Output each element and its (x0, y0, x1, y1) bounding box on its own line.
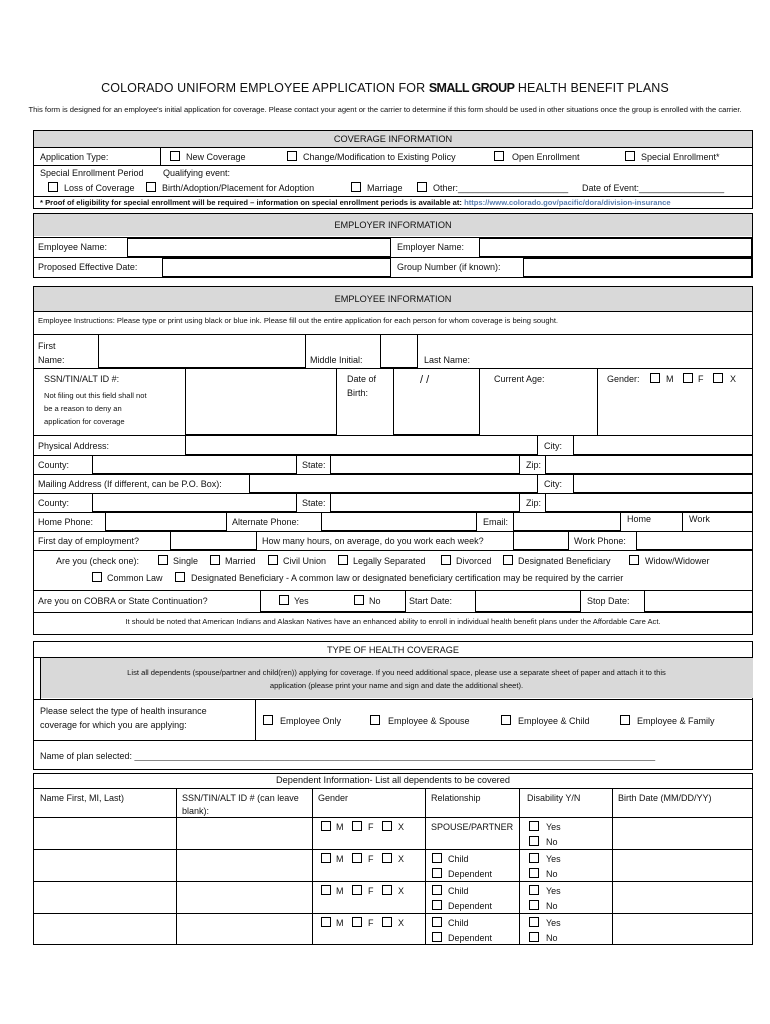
dep1-m-checkbox[interactable] (321, 821, 331, 831)
middle-initial-label: Middle Initial: (310, 355, 363, 365)
dependents-note-band (40, 658, 753, 698)
county-input[interactable] (92, 455, 297, 474)
dependents-note: List all dependents (spouse/partner and child(ren)) applying for coverage. If you need additional space, please use a separate sheet of paper and attach it to this (127, 668, 666, 677)
ssn-note: application for coverage (44, 417, 125, 426)
col-name-header: Name First, MI, Last) (40, 793, 125, 803)
widow-label: Widow/Widower (645, 556, 710, 566)
ssn-note: Not filing out this field shall not (44, 391, 147, 400)
employee-only-label: Employee Only (280, 716, 342, 726)
f-label: F (368, 822, 374, 832)
m-label: M (336, 886, 344, 896)
employer-name-input[interactable] (479, 238, 752, 257)
employee-family-label: Employee & Family (637, 716, 715, 726)
title-part: HEALTH BENEFIT PLANS (514, 81, 669, 95)
gender-f-label: F (698, 374, 704, 384)
x-label: X (398, 822, 405, 832)
state-label: State: (302, 460, 326, 470)
designated-beneficiary-label: Designated Beneficiary (518, 556, 611, 566)
open-enrollment-checkbox[interactable] (494, 151, 504, 161)
marital-status-label: Are you (check one): (56, 556, 140, 566)
proof-note (40, 198, 756, 207)
sep-label: Special Enrollment Period (40, 168, 144, 178)
start-date-label: Start Date: (409, 596, 453, 606)
col-birth-header: Birth Date (MM/DD/YY) (618, 793, 712, 803)
coverage-header: COVERAGE INFORMATION (34, 131, 752, 147)
change-label: Change/Modification to Existing Policy (303, 152, 456, 162)
ssn-note: be a reason to deny an (44, 404, 122, 413)
no-label: No (546, 901, 558, 911)
gender-x-label: X (730, 374, 737, 384)
cobra-no-checkbox[interactable] (354, 595, 364, 605)
cobra-yes-label: Yes (294, 596, 309, 606)
start-date-input[interactable] (475, 590, 581, 612)
birth-adoption-label: Birth/Adoption/Placement for Adoption (162, 183, 315, 193)
common-law-label: Common Law (107, 573, 163, 583)
mailing-county-input[interactable] (92, 493, 297, 512)
dep4-child-checkbox[interactable] (432, 917, 442, 927)
dep3-child-checkbox[interactable] (432, 885, 442, 895)
home-phone-label: Home Phone: (38, 517, 94, 527)
dep4-m-checkbox[interactable] (321, 917, 331, 927)
m-label: M (336, 822, 344, 832)
zip-label: Zip: (526, 460, 542, 470)
birth-adoption-checkbox[interactable] (146, 182, 156, 192)
col-gender-header: Gender (318, 793, 349, 803)
physical-address-input[interactable] (185, 435, 538, 455)
health-coverage-header: TYPE OF HEALTH COVERAGE (326, 645, 460, 655)
alternate-phone-input[interactable] (321, 512, 477, 531)
employee-header: EMPLOYEE INFORMATION (34, 287, 752, 311)
ssn-input[interactable] (185, 368, 337, 435)
employee-child-checkbox[interactable] (501, 715, 511, 725)
gender-m-checkbox[interactable] (650, 373, 660, 383)
divorced-label: Divorced (456, 556, 492, 566)
no-label: No (546, 869, 558, 879)
alternate-phone-label: Alternate Phone: (232, 517, 300, 527)
date-of-event-field[interactable]: Date of Event:_________________ (582, 183, 725, 193)
civil-union-label: Civil Union (283, 556, 327, 566)
mailing-address-input[interactable] (249, 474, 538, 493)
dep3-f-checkbox[interactable] (352, 885, 362, 895)
qualifying-label: Qualifying event: (163, 168, 231, 178)
proof-link[interactable]: https://www.colorado.gov/pacific/dora/division-insurance (464, 198, 671, 207)
m-label: M (336, 854, 344, 864)
col-ssn-header: blank): (182, 806, 210, 816)
dob-input[interactable] (393, 368, 480, 435)
effective-date-input[interactable] (162, 258, 391, 277)
state-input[interactable] (330, 455, 520, 474)
mailing-city-label: City: (544, 479, 562, 489)
dependent-label: Dependent (448, 901, 493, 911)
designated-beneficiary-note: Designated Beneficiary - A common law or designated beneficiary certification may be required by the carrier (191, 573, 624, 583)
new-coverage-checkbox[interactable] (170, 151, 180, 161)
native-note: It should be noted that American Indians and Alaskan Natives have an enhanced ability to enroll in individual health benefit plans under the Affordable Care Act. (125, 617, 661, 626)
plan-selected-field[interactable]: Name of plan selected: ________________________________________________________________________________________________________ (40, 751, 656, 761)
ssn-label: SSN/TIN/ALT ID #: (44, 374, 120, 384)
zip-input[interactable] (545, 455, 753, 474)
home-option[interactable]: Home (627, 514, 652, 524)
single-label: Single (173, 556, 199, 566)
hours-input[interactable] (513, 531, 569, 550)
employee-instructions: Employee Instructions: Please type or print using black or blue ink. Please fill out the entire application for each person for whom coverage is being sought. (38, 316, 559, 325)
loss-coverage-checkbox[interactable] (48, 182, 58, 192)
work-option[interactable]: Work (689, 514, 710, 524)
legally-separated-checkbox[interactable] (338, 555, 348, 565)
employee-spouse-label: Employee & Spouse (388, 716, 470, 726)
stop-date-input[interactable] (644, 590, 753, 612)
gender-m-label: M (666, 374, 674, 384)
mailing-address-label: Mailing Address (If different, can be P.O. Box): (38, 479, 222, 489)
common-law-checkbox[interactable] (92, 572, 102, 582)
loss-coverage-label: Loss of Coverage (64, 183, 135, 193)
dep4-x-checkbox[interactable] (382, 917, 392, 927)
physical-address-label: Physical Address: (38, 441, 110, 451)
employee-spouse-checkbox[interactable] (370, 715, 380, 725)
child-label: Child (448, 886, 469, 896)
coverage-select-label: coverage for which you are applying: (40, 720, 187, 730)
email-input[interactable] (513, 512, 621, 531)
widow-checkbox[interactable] (629, 555, 639, 565)
f-label: F (368, 886, 374, 896)
page-title (0, 81, 770, 95)
married-label: Married (225, 556, 256, 566)
first-name-input[interactable] (98, 334, 306, 368)
employee-name-label: Employee Name: (38, 242, 108, 252)
change-checkbox[interactable] (287, 151, 297, 161)
gender-label: Gender: (607, 374, 640, 384)
cobra-yes-checkbox[interactable] (279, 595, 289, 605)
mailing-county-label: County: (38, 498, 70, 508)
dependent-header: Dependent Information- List all dependents to be covered (276, 775, 510, 785)
intro-text: This form is designed for an employee's initial application for coverage. Please contact your agent or the carrier to determine if this form should be used in other situations once the group is enrolled with the carrier. (28, 105, 742, 114)
mailing-state-label: State: (302, 498, 326, 508)
spouse-partner-label: SPOUSE/PARTNER (431, 822, 514, 832)
first-day-input[interactable] (170, 531, 257, 550)
first-day-label: First day of employment? (38, 536, 140, 546)
civil-union-checkbox[interactable] (268, 555, 278, 565)
effective-date-label: Proposed Effective Date: (38, 262, 138, 272)
x-label: X (398, 918, 405, 928)
yes-label: Yes (546, 886, 561, 896)
cobra-label: Are you on COBRA or State Continuation? (38, 596, 208, 606)
col-ssn-header: SSN/TIN/ALT ID # (can leave (182, 793, 299, 803)
title-part: COLORADO UNIFORM EMPLOYEE APPLICATION FOR (101, 81, 429, 95)
cobra-no-label: No (369, 596, 381, 606)
marriage-label: Marriage (367, 183, 403, 193)
no-label: No (546, 837, 558, 847)
dep3-m-checkbox[interactable] (321, 885, 331, 895)
dep1-disability-no-checkbox[interactable] (529, 836, 539, 846)
dep2-disability-no-checkbox[interactable] (529, 868, 539, 878)
gender-f-checkbox[interactable] (683, 373, 693, 383)
name-label: Name: (38, 355, 65, 365)
last-name-label: Last Name: (424, 355, 471, 365)
dob-separators: / / (420, 374, 430, 386)
mailing-city-input[interactable] (573, 474, 753, 493)
m-label: M (336, 918, 344, 928)
dep2-x-checkbox[interactable] (382, 853, 392, 863)
employer-header: EMPLOYER INFORMATION (34, 214, 752, 236)
dep2-f-checkbox[interactable] (352, 853, 362, 863)
employer-name-label: Employer Name: (397, 242, 465, 252)
employee-child-label: Employee & Child (518, 716, 590, 726)
designated-beneficiary-2-checkbox[interactable] (175, 572, 185, 582)
group-number-input[interactable] (523, 258, 752, 277)
mailing-zip-input[interactable] (545, 493, 753, 512)
dep4-dependent-checkbox[interactable] (432, 932, 442, 942)
divorced-checkbox[interactable] (441, 555, 451, 565)
dep3-x-checkbox[interactable] (382, 885, 392, 895)
no-label: No (546, 933, 558, 943)
yes-label: Yes (546, 918, 561, 928)
dob-label: Date of (347, 374, 377, 384)
first-name-label: First (38, 341, 56, 351)
employee-only-checkbox[interactable] (263, 715, 273, 725)
dep4-disability-yes-checkbox[interactable] (529, 917, 539, 927)
single-checkbox[interactable] (158, 555, 168, 565)
x-label: X (398, 886, 405, 896)
dep4-disability-no-checkbox[interactable] (529, 932, 539, 942)
dep3-disability-no-checkbox[interactable] (529, 900, 539, 910)
dep3-dependent-checkbox[interactable] (432, 900, 442, 910)
title-emphasis: SMALL GROUP (428, 81, 515, 95)
coverage-select-label: Please select the type of health insurance (40, 706, 207, 716)
special-enrollment-checkbox[interactable] (625, 151, 635, 161)
yes-label: Yes (546, 822, 561, 832)
marriage-checkbox[interactable] (351, 182, 361, 192)
other-checkbox[interactable] (417, 182, 427, 192)
special-enrollment-label: Special Enrollment* (641, 152, 720, 162)
city-label: City: (544, 441, 562, 451)
col-relationship-header: Relationship (431, 793, 481, 803)
x-label: X (398, 854, 405, 864)
child-label: Child (448, 854, 469, 864)
dep1-disability-yes-checkbox[interactable] (529, 821, 539, 831)
dep4-f-checkbox[interactable] (352, 917, 362, 927)
work-phone-label: Work Phone: (574, 536, 626, 546)
employee-name-input[interactable] (127, 238, 391, 257)
new-coverage-label: New Coverage (186, 152, 246, 162)
group-number-label: Group Number (if known): (397, 262, 501, 272)
dob-label: Birth: (347, 388, 369, 398)
employee-family-checkbox[interactable] (620, 715, 630, 725)
designated-beneficiary-checkbox[interactable] (503, 555, 513, 565)
dep2-child-checkbox[interactable] (432, 853, 442, 863)
middle-initial-input[interactable] (380, 334, 418, 368)
hours-label: How many hours, on average, do you work each week? (262, 536, 484, 546)
col-disability-header: Disability Y/N (527, 793, 581, 803)
open-enrollment-label: Open Enrollment (512, 152, 580, 162)
county-label: County: (38, 460, 70, 470)
home-phone-input[interactable] (105, 512, 227, 531)
current-age-label: Current Age: (494, 374, 545, 384)
dep1-x-checkbox[interactable] (382, 821, 392, 831)
proof-text: * Proof of eligibility for special enrollment will be required – information on special enrollment periods is available at: (40, 198, 465, 207)
mailing-state-input[interactable] (330, 493, 520, 512)
dependents-note: application (please print your name and sign and date the additional sheet). (269, 681, 524, 690)
legally-separated-label: Legally Separated (353, 556, 426, 566)
child-label: Child (448, 918, 469, 928)
work-phone-input[interactable] (636, 531, 753, 550)
application-type-label: Application Type: (40, 152, 109, 162)
dep2-dependent-checkbox[interactable] (432, 868, 442, 878)
other-field[interactable]: Other:______________________ (433, 183, 569, 193)
email-label: Email: (483, 517, 509, 527)
city-input[interactable] (573, 435, 753, 455)
dependent-label: Dependent (448, 869, 493, 879)
dep2-m-checkbox[interactable] (321, 853, 331, 863)
dep1-f-checkbox[interactable] (352, 821, 362, 831)
gender-x-checkbox[interactable] (713, 373, 723, 383)
stop-date-label: Stop Date: (587, 596, 630, 606)
dependent-label: Dependent (448, 933, 493, 943)
mailing-zip-label: Zip: (526, 498, 542, 508)
dep3-disability-yes-checkbox[interactable] (529, 885, 539, 895)
f-label: F (368, 854, 374, 864)
f-label: F (368, 918, 374, 928)
married-checkbox[interactable] (210, 555, 220, 565)
dep2-disability-yes-checkbox[interactable] (529, 853, 539, 863)
yes-label: Yes (546, 854, 561, 864)
